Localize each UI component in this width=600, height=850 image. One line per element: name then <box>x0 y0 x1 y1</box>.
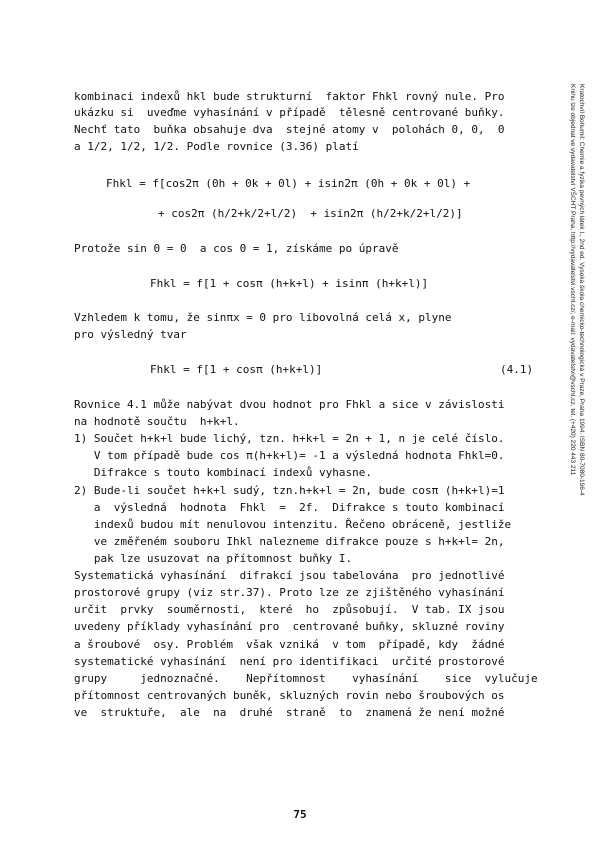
list-item: 1) Součet h+k+l bude lichý, tzn. h+k+l = 2n + 1, n je celé číslo. <box>74 432 505 445</box>
text-line: určit prvky souměrnosti, které ho způsobují. V tab. IX jsou <box>74 603 505 616</box>
text-line: ukázku si uveďme vyhasínání v případě tělesně centrované buňky. <box>74 106 505 119</box>
equation: + cos2π (h/2+k/2+l/2) + isin2π (h/2+k/2+l/2)] <box>158 207 463 220</box>
list-item: Difrakce s touto kombinací indexů vyhasne. <box>74 466 373 479</box>
equation: Fhkl = f[cos2π (0h + 0k + 0l) + isin2π (0h + 0k + 0l) + <box>106 177 471 190</box>
text-line: Protože sin 0 = 0 a cos 0 = 1, získáme po úpravě <box>74 242 399 255</box>
text-line: kombinaci indexů hkl bude strukturní faktor Fhkl rovný nule. Pro <box>74 90 505 103</box>
list-item: a výsledná hodnota Fhkl = 2f. Difrakce s touto kombinací <box>74 501 505 514</box>
text-line: Rovnice 4.1 může nabývat dvou hodnot pro Fhkl a sice v závislosti <box>74 398 505 411</box>
text-line: Vzhledem k tomu, že sinπx = 0 pro libovolná celá x, plyne <box>74 311 452 324</box>
text-line: na hodnotě součtu h+k+l. <box>74 415 240 428</box>
equation: Fhkl = f[1 + cosπ (h+k+l)] <box>150 363 323 376</box>
text-line: ve struktuře, ale na druhé straně to znamená že není možné <box>74 706 505 719</box>
text-line: Systematická vyhasínání difrakcí jsou tabelována pro jednotlivé <box>74 569 505 582</box>
page-number: 75 <box>293 808 307 821</box>
equation: Fhkl = f[1 + cosπ (h+k+l) + isinπ (h+k+l)] <box>150 277 429 290</box>
equation-number: (4.1) <box>500 363 534 376</box>
list-item: ve změřeném souboru Ihkl nalezneme difrakce pouze s h+k+l= 2n, <box>74 535 505 548</box>
side-note <box>568 84 586 604</box>
side-note-line: Knihu lze objednat ve vydavatelství VŠCHT Praha, http://vydavatelstvi.vscht.cz/, e-mail: vydavatelstvi@vscht.cz, tel. (+420) 220 443 211 <box>569 84 576 476</box>
text-line: a 1/2, 1/2, 1/2. Podle rovnice (3.36) platí <box>74 140 359 153</box>
text-line: pro výsledný tvar <box>74 328 187 341</box>
text-line: a šroubové osy. Problém však vzniká v tom případě, kdy žádné <box>74 638 505 651</box>
text-line: prostorové grupy (viz str.37). Proto lze ze zjištěného vyhasínání <box>74 586 505 599</box>
text-line: přítomnost centrovaných buněk, skluzných rovin nebo šroubových os <box>74 689 505 702</box>
text-line: systematické vyhasínání není pro identifikaci určité prostorové <box>74 655 505 668</box>
list-item: 2) Bude-li součet h+k+l sudý, tzn.h+k+l = 2n, bude cosπ (h+k+l)=1 <box>74 484 505 497</box>
text-line: Nechť tato buňka obsahuje dva stejné atomy v polohách 0, 0, 0 <box>74 123 505 136</box>
text-line: grupy jednoznačné. Nepřítomnost vyhasínání sice vylučuje <box>74 672 538 685</box>
list-item: V tom případě bude cos π(h+k+l)= -1 a výsledná hodnota Fhkl=0. <box>74 449 505 462</box>
side-note-line: Kratochvíl Bohumil: Chemie a fyzika pevných látek I., 2nd ed. Vysoká škola chemicko-technologická v Praze, Praha 1994. ISBN 80-7080-196-4 <box>578 84 585 496</box>
text-line: uvedeny příklady vyhasínání pro centrované buňky, skluzné roviny <box>74 620 505 633</box>
list-item: indexů budou mít nenulovou intenzitu. Řečeno obráceně, jestliže <box>74 518 512 531</box>
list-item: pak lze usuzovat na přítomnost buňky I. <box>74 552 353 565</box>
